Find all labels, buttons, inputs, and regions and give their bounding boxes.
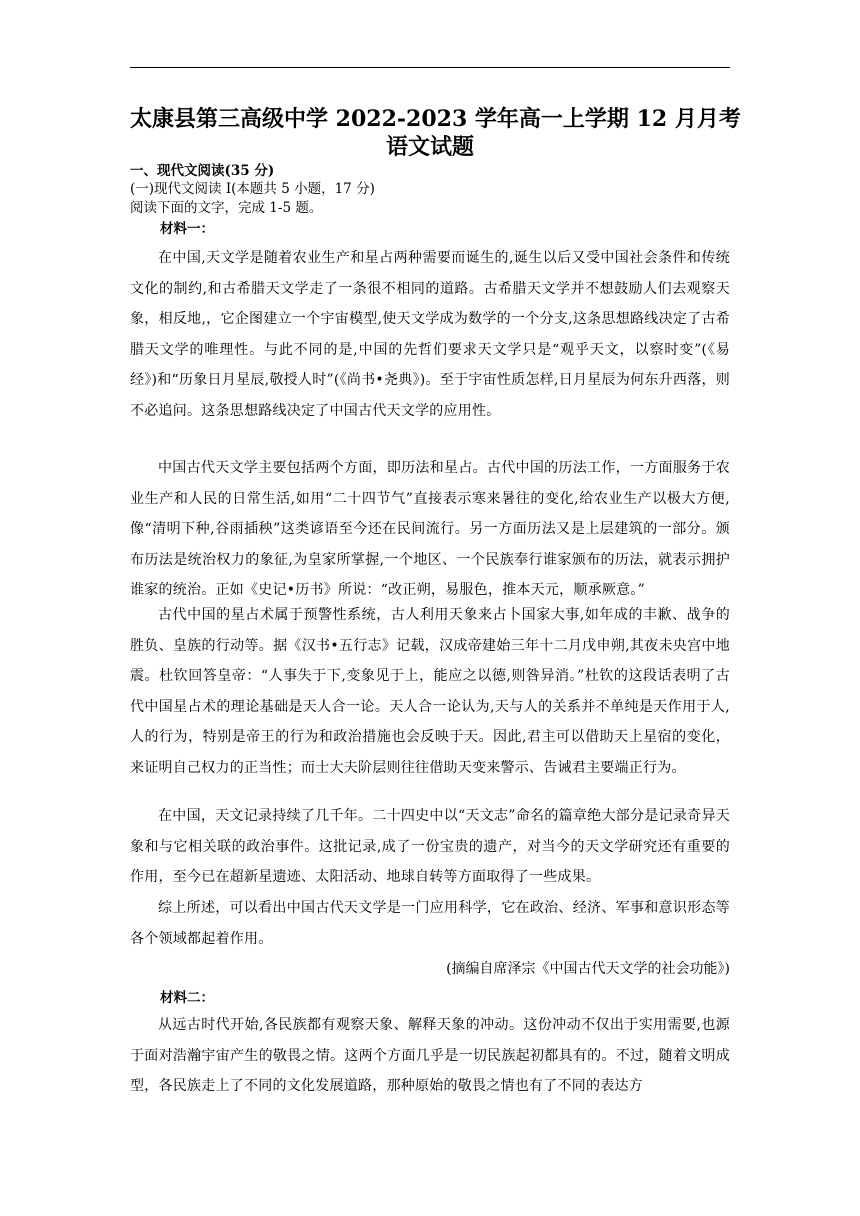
material-1-paragraph: 中国古代天文学主要包括两个方面，即历法和星占。古代中国的历法工作，一方面服务于农业生产和人民的日常生活,如用“二十四节气”直接表示寒来暑往的变化,给农业生产以极大方便,像“清明下种,谷雨插秧”这类谚语至今还在民间流行。另一方面历法又是上层建筑的一部分。颁布历法是统治权力的象征,为皇家所掌握,一个地区、一个民族奉行谁家颁布的历法，就表示拥护谁家的统治。正如《史记•历书》所说：“改正朔，易服色，推本天元，顺承厥意。” bbox=[130, 460, 730, 599]
exam-title: 太康县第三高级中学 2022-2023 学年高一上学期 12 月月考 bbox=[130, 106, 741, 132]
material-1-paragraph: 古代中国的星占术属于预警性系统，古人利用天象来占卜国家大事,如年成的丰歉、战争的胜负、皇族的行动等。据《汉书•五行志》记载，汉成帝建始三年十二月戊申朔,其夜未央宫中地震。杜钦回答皇帝：“人事失于下,变象见于上，能应之以德,则咎异消。”杜钦的这段话表明了古代中国星占术的理论基础是天人合一论。天人合一论认为,天与人的关系并不单纯是天作用于人,人的行为，特别是帝王的行为和政治措施也会反映于天。因此,君主可以借助天上星宿的变化，来证明自己权力的正当性；而士大夫阶层则往往借助天变来警示、告诫君主要端正行为。 bbox=[130, 607, 730, 776]
material-1-label: 材料一： bbox=[160, 221, 214, 237]
reading-instruction: 阅读下面的文字，完成 1-5 题。 bbox=[130, 200, 323, 216]
material-2-label: 材料二： bbox=[160, 990, 214, 1006]
material-1-paragraph: 在中国,天文学是随着农业生产和星占两种需要而诞生的,诞生以后又受中国社会条件和传统文化的制约,和古希腊天文学走了一条很不相同的道路。古希腊天文学并不想鼓励人们去观察天象，相反地,，它企图建立一个宇宙模型,使天文学成为数学的一个分支,这条思想路线决定了古希腊天文学的唯理性。与此不同的是,中国的先哲们要求天文学只是“观乎天文，以察时变”(《易经》)和“历象日月星辰,敬授人时”(《尚书•尧典》)。至于宇宙性质怎样,日月星辰为何东升西落，则不必追问。这条思想路线决定了中国古代天文学的应用性。 bbox=[130, 250, 730, 419]
section-heading: 一、现代文阅读(35 分) bbox=[130, 163, 275, 179]
sub-section-heading: (一)现代文阅读 I(本题共 5 小题，17 分) bbox=[130, 181, 375, 197]
exam-subtitle: 语文试题 bbox=[385, 134, 474, 160]
header-rule bbox=[130, 67, 730, 68]
material-1-source: (摘编自席泽宗《中国古代天文学的社会功能》) bbox=[446, 961, 730, 977]
material-1-paragraph: 综上所述，可以看出中国古代天文学是一门应用科学，它在政治、经济、军事和意识形态等各个领域都起着作用。 bbox=[130, 900, 730, 947]
material-1-paragraph: 在中国，天文记录持续了几千年。二十四史中以“天文志”命名的篇章绝大部分是记录奇异天象和与它相关联的政治事件。这批记录,成了一份宝贵的遗产，对当今的天文学研究还有重要的作用，至今已在超新星遗迹、太阳活动、地球自转等方面取得了一些成果。 bbox=[130, 808, 730, 886]
material-2-paragraph: 从远古时代开始,各民族都有观察天象、解释天象的冲动。这份冲动不仅出于实用需要,也源于面对浩瀚宇宙产生的敬畏之情。这两个方面几乎是一切民族起初都具有的。不过，随着文明成型，各民族走上了不同的文化发展道路，那种原始的敬畏之情也有了不同的表达方 bbox=[130, 1017, 730, 1095]
